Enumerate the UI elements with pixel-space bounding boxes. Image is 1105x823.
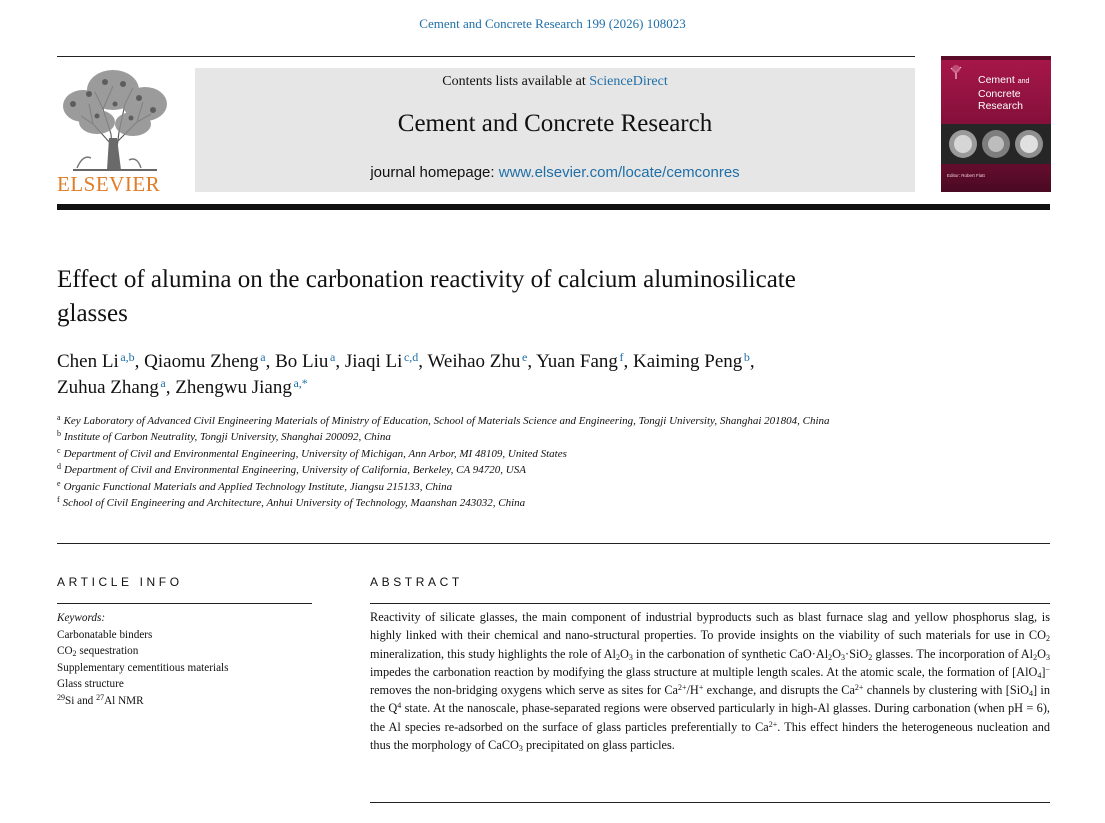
author-name[interactable]: Qiaomu Zheng [144,351,259,372]
journal-banner [195,68,915,192]
cover-micrograph-image [941,124,1051,164]
affiliation-text: School of Civil Engineering and Architecture, Anhui University of Technology, Maanshan 243032, China [62,497,526,510]
homepage-prefix: journal homepage: [370,164,499,181]
cover-title [978,74,1029,112]
affiliation-text: Department of Civil and Environmental Engineering, University of Michigan, Ann Arbor, MI 48109, United States [63,447,567,460]
header-thick-divider [57,204,1050,210]
affiliation-item [57,446,1017,462]
elsevier-logo-text: ELSEVIER [57,172,161,196]
affiliation-item [57,462,1017,478]
keywords-block [57,610,317,709]
affiliation-list [57,413,1017,511]
author-name[interactable]: Jiaqi Li [344,351,403,372]
contents-prefix: Contents lists available at [442,74,590,89]
keyword-item[interactable]: Glass structure [57,678,124,690]
author-affiliation-link[interactable]: e [521,350,528,364]
author-affiliation-link[interactable]: f [619,350,624,364]
author-name[interactable]: Yuan Fang [536,351,618,372]
author-affiliation-link[interactable]: c,d [403,350,419,364]
journal-citation[interactable]: Cement and Concrete Research 199 (2026) 108023 [419,16,686,31]
author-name[interactable]: Zuhua Zhang [57,377,159,398]
affiliation-text: Department of Civil and Environmental Engineering, University of California, Berkeley, CA 94720, USA [64,464,526,477]
cover-editor-line: Editor: Robert Flatt [947,173,985,178]
abstract-text: Reactivity of silicate glasses, the main component of industrial byproducts such as blast furnace slag and yellow phosphorus slag, is highly linked with their chemical and nano-structural properties. To provide insights on the viability of such materials for use in $CO_2$ mineralization, this study highlights the role of $Al_2O_3$ in the carbonation of synthetic $CaO\cdot Al_2O_3\cdot SiO_2$ glasses. The incorporation of $Al_2O_3$ impedes the carbonation reaction by modifying the glass structure at multiple length scales. At the atomic scale, the formation of [AlO$_4$]− removes the non-bridging oxygens which serve as sites for $Ca^{2+}/H^+$ exchange, and disrupts the $Ca^{2+}$ channels by clustering with [SiO$_4$] in the $Q^4$ state. At the nanoscale, phase-separated regions were observed particularly in high-Al glasses. During carbonation (when pH = 6), the Al species re-adsorbed on the surface of glass particles preferentially to $Ca^{2+}$. This effect hinders the heterogeneous nucleation and thus the morphology of CaCO$_3$ precipitated on glass particles. [370,610,1051,754]
affiliation-key: c [57,445,61,455]
author-separator: , [134,351,145,372]
author-list [57,349,1017,401]
author-name[interactable]: Weihao Zhu [427,351,521,372]
sciencedirect-link[interactable]: ScienceDirect [589,74,668,89]
affiliation-key: b [57,429,61,439]
article-info-divider [57,603,312,604]
keyword-item[interactable]: $CO_2$ sequestration [57,645,139,658]
article-title: Effect of alumina on the carbonation reactivity of calcium aluminosilicate glasses [57,266,796,327]
cover-elsevier-mark-icon [947,64,965,80]
affiliation-text: Institute of Carbon Neutrality, Tongji University, Shanghai 200092, China [64,431,391,444]
author-affiliation-link[interactable]: b [743,350,750,364]
abstract-heading: ABSTRACT [370,575,463,589]
section-divider [57,543,1050,544]
keywords-label: Keywords: [57,612,106,624]
abstract-divider [370,603,1050,604]
affiliation-key: e [57,478,61,488]
author-separator: , [165,377,176,398]
affiliation-item [57,413,1017,429]
cover-title-line3: Research [978,100,1023,112]
author-affiliation-link[interactable]: a [330,350,336,364]
author-affiliation-link[interactable]: a,b [120,350,135,364]
author-affiliation-link[interactable]: a [160,376,166,390]
author-name[interactable]: Bo Liu [275,351,329,372]
affiliation-item [57,429,1017,445]
keyword-item[interactable]: Supplementary cementitious materials [57,661,229,674]
abstract-bottom-divider [370,802,1050,803]
author-name[interactable]: Zhengwu Jiang [175,377,292,398]
author-separator: , [265,351,276,372]
cover-title-and: and [1017,78,1030,85]
affiliation-key: a [57,413,61,422]
author-name[interactable]: Kaiming Peng [633,351,743,372]
contents-line [195,74,915,90]
header-divider [57,56,915,57]
author-separator: , [418,351,428,372]
keyword-item[interactable]: $^{29}$Si and $^{27}$Al NMR [57,692,144,707]
author-affiliation-link[interactable]: a [260,350,266,364]
author-separator: , [623,351,634,372]
keyword-item[interactable]: Carbonatable binders [57,628,153,641]
journal-cover-thumbnail[interactable] [941,56,1051,192]
cover-top-bar [941,56,1051,60]
affiliation-key: d [57,462,61,472]
affiliation-item [57,495,1017,511]
author-affiliation-link[interactable]: a,* [293,376,308,390]
author-separator: , [335,351,345,372]
author-name[interactable]: Chen Li [57,351,119,372]
article-info-heading: ARTICLE INFO [57,575,183,589]
homepage-line [195,164,915,181]
cover-title-line2: Concrete [978,88,1021,100]
affiliation-text: Key Laboratory of Advanced Civil Engineering Materials of Ministry of Education, School of Materials Science and Engineering, Tongji University, Shanghai 201804, China [63,415,830,427]
journal-title[interactable]: Cement and Concrete Research [397,110,713,137]
author-separator: , [527,351,537,372]
cover-title-line1: Cement [978,74,1015,86]
affiliation-key: f [57,495,60,505]
affiliation-text: Organic Functional Materials and Applied Technology Institute, Jiangsu 215133, China [63,480,453,493]
author-separator: , [749,351,755,372]
affiliation-item [57,479,1017,495]
journal-homepage-link[interactable]: www.elsevier.com/locate/cemconres [498,164,740,181]
